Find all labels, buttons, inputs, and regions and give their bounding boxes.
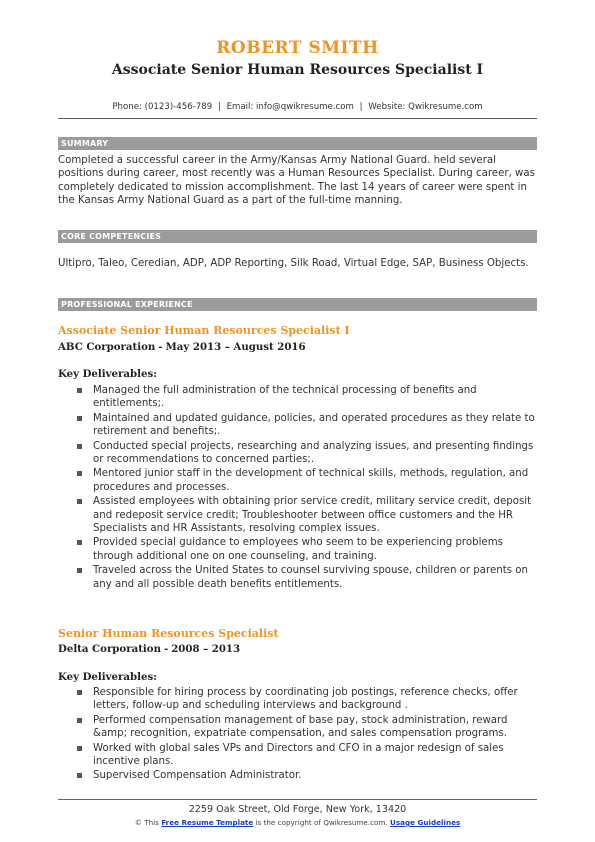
candidate-title: Associate Senior Human Resources Specialist I <box>111 62 484 78</box>
deliverable-item <box>58 495 540 535</box>
deliverable-item <box>58 769 540 782</box>
square-bullet-icon <box>77 444 82 449</box>
job-company-line <box>58 341 306 353</box>
deliverable-item <box>58 742 540 769</box>
usage-guidelines-link[interactable]: Usage Guidelines <box>390 818 461 827</box>
candidate-name: ROBERT SMITH <box>216 38 379 58</box>
square-bullet-icon <box>77 773 82 778</box>
deliverables-label: Key Deliverables: <box>58 368 157 380</box>
footer-copyright <box>0 818 595 827</box>
square-bullet-icon <box>77 540 82 545</box>
deliverable-item <box>58 714 540 741</box>
job-dates: May 2013 – August 2016 <box>165 341 306 353</box>
deliverable-text: Responsible for hiring process by coordinating job postings, reference checks, offer letters, follow-up and scheduling interviews and background . <box>93 687 518 712</box>
job-dash: - <box>163 643 169 655</box>
deliverable-text: Provided special guidance to employees who seem to be experiencing problems through additional one on one counseling, and training. <box>93 537 503 562</box>
deliverable-item <box>58 686 540 713</box>
square-bullet-icon <box>77 416 82 421</box>
section-heading-summary: SUMMARY <box>58 137 537 150</box>
deliverable-item <box>58 564 540 591</box>
job-title: Senior Human Resources Specialist <box>58 627 279 640</box>
job-dash: - <box>158 341 163 353</box>
deliverable-text: Assisted employees with obtaining prior service credit, military service credit, deposit and redeposit service credit; Troubleshooter between office customers and the HR Specialists and HR Assistants, resolving complex issues. <box>93 496 532 535</box>
square-bullet-icon <box>77 471 82 476</box>
square-bullet-icon <box>77 746 82 751</box>
deliverable-item <box>58 440 540 467</box>
free-resume-template-link[interactable]: Free Resume Template <box>161 818 254 827</box>
contact-separator: | <box>217 102 221 112</box>
deliverables-list <box>58 686 540 784</box>
contact-website: Website: Qwikresume.com <box>368 102 483 112</box>
job-dates: 2008 – 2013 <box>171 643 241 655</box>
deliverables-list <box>58 384 540 592</box>
deliverable-text: Managed the full administration of the technical processing of benefits and entitlements;. <box>93 385 477 410</box>
square-bullet-icon <box>77 568 82 573</box>
deliverable-item <box>58 467 540 494</box>
job-company: Delta Corporation <box>58 643 161 655</box>
square-bullet-icon <box>77 690 82 695</box>
section-heading-competencies: CORE COMPETENCIES <box>58 230 537 243</box>
section-heading-experience: PROFESSIONAL EXPERIENCE <box>58 298 537 311</box>
square-bullet-icon <box>77 499 82 504</box>
deliverable-text: Supervised Compensation Administrator. <box>93 770 302 782</box>
square-bullet-icon <box>77 718 82 723</box>
contact-phone: Phone: (0123)-456-789 <box>112 102 213 112</box>
copyright-prefix: © This <box>134 818 159 827</box>
deliverables-label: Key Deliverables: <box>58 671 157 683</box>
deliverable-text: Maintained and updated guidance, policies, and operated procedures as they relate to retirement and benefits;. <box>93 412 535 438</box>
deliverable-text: Conducted special projects, researching and analyzing issues, and presenting findings or recommendations to concerned parties;. <box>93 440 534 466</box>
header-divider <box>58 118 537 119</box>
contact-line <box>0 102 595 112</box>
footer-divider <box>58 799 537 800</box>
deliverable-text: Worked with global sales VPs and Directors and CFO in a major redesign of sales incentive plans. <box>93 742 504 768</box>
competencies-text: Ultipro, Taleo, Ceredian, ADP, ADP Reporting, Silk Road, Virtual Edge, SAP, Business Objects. <box>58 258 529 269</box>
deliverable-text: Performed compensation management of base pay, stock administration, reward &amp; recognition, expatriate compensation, and sales compensation programs. <box>93 714 508 740</box>
contact-email: Email: info@qwikresume.com <box>226 102 354 112</box>
square-bullet-icon <box>77 388 82 393</box>
contact-separator: | <box>359 102 363 112</box>
job-company-line <box>58 643 240 655</box>
footer-address: 2259 Oak Street, Old Forge, New York, 13420 <box>188 804 407 815</box>
job-title: Associate Senior Human Resources Specialist I <box>58 324 350 337</box>
job-company: ABC Corporation <box>58 341 156 353</box>
deliverable-text: Mentored junior staff in the development of technical skills, methods, regulation, and procedures and processes. <box>93 468 529 493</box>
copyright-middle: is the copyright of Qwikresume.com. <box>255 818 388 827</box>
deliverable-item <box>58 536 540 563</box>
deliverable-item <box>58 412 540 439</box>
summary-text: Completed a successful career in the Army/Kansas Army National Guard. held several positions during career, most recently was a Human Resources Specialist. During career, was completely dedicated to mission accomplishment. The last 14 years of career were spent in the Kansas Army National Guard as a part of the full-time manning. <box>58 155 535 206</box>
deliverable-text: Traveled across the United States to counsel surviving spouse, children or parents on any and all possible death benefits entitlements. <box>93 565 528 590</box>
deliverable-item <box>58 384 540 411</box>
